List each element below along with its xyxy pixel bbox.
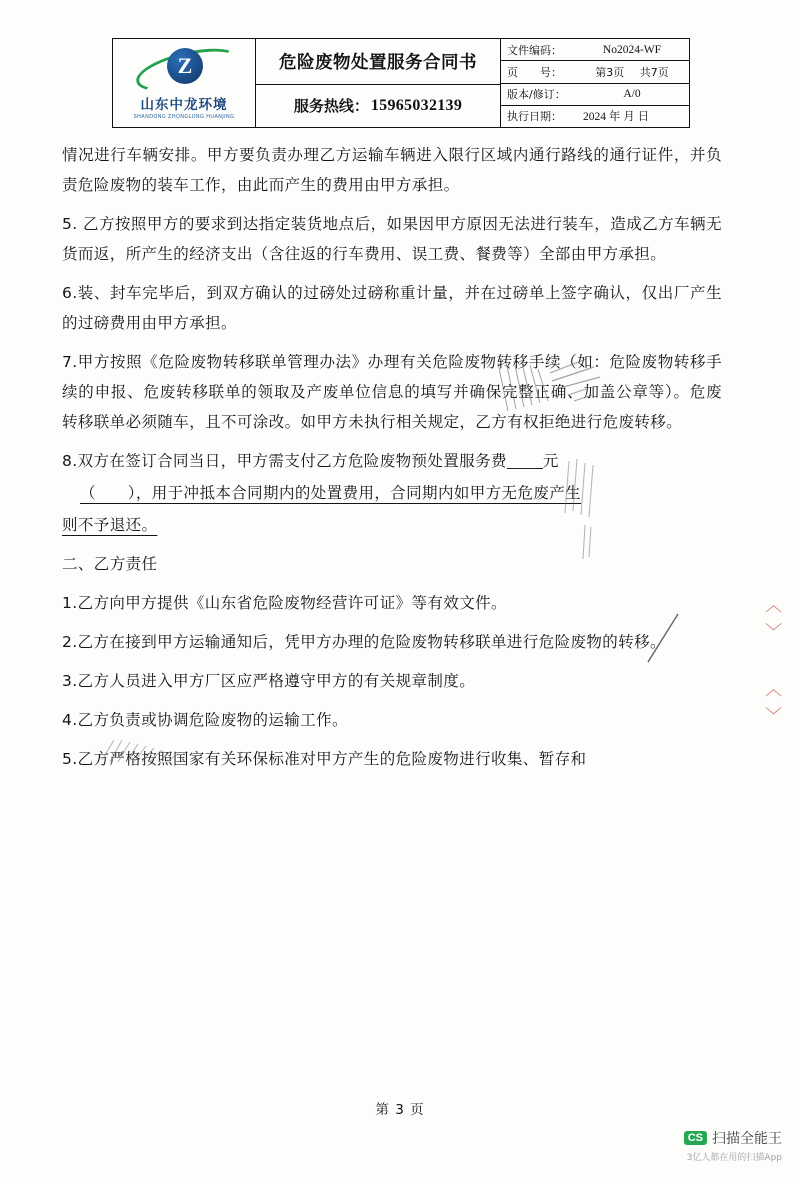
- clause8-amount-blank: [507, 468, 543, 469]
- meta-value-doc-code: No2024-WF: [602, 43, 662, 56]
- section-item-1: 1.乙方向甲方提供《山东省危险废物经营许可证》等有效文件。: [62, 594, 507, 612]
- company-name-en: SHANDONG ZHONGLONG HUANJING: [133, 114, 235, 120]
- hotline-number: 15965032139: [370, 96, 463, 114]
- watermark-app-name: 扫描全能王: [712, 1131, 782, 1147]
- hotline-label: 服务热线：: [293, 97, 369, 116]
- section-item-4: 4.乙方负责或协调危险废物的运输工作。: [62, 711, 348, 729]
- meta-label-version: 版本/修订：: [507, 88, 566, 102]
- paragraph-6: 6.装、封车完毕后，到双方确认的过磅处过磅称重计量，并在过磅单上签字确认，仅出厂产生的过磅费用由甲方承担。: [62, 284, 722, 332]
- clause8-line3: 则不予退还。: [62, 516, 158, 534]
- clause8-prefix: 8.双方在签订合同当日，甲方需支付乙方危险废物预处置服务费: [62, 452, 507, 470]
- globe-logo-icon: [161, 46, 207, 92]
- section-item-2: 2.乙方在接到甲方运输通知后，凭甲方办理的危险废物转移联单进行危险废物的转移。: [62, 633, 666, 651]
- scanner-watermark: [684, 1128, 782, 1163]
- document-body: [62, 140, 722, 783]
- camscanner-badge-icon: CS: [684, 1131, 707, 1145]
- meta-value-page: [579, 64, 689, 80]
- section-heading-party-b: 二、乙方责任: [62, 555, 158, 573]
- meta-label-date: 执行日期：: [507, 110, 562, 124]
- clause8-unit: 元: [542, 452, 559, 470]
- paragraph-continued: 情况进行车辆安排。甲方要负责办理乙方运输车辆进入限行区域内通行路线的通行证件，并负责危险废物的装车工作，由此而产生的费用由甲方承担。: [62, 146, 722, 194]
- meta-row-version: [501, 84, 689, 106]
- paragraph-5: 5. 乙方按照甲方的要求到达指定装货地点后，如果因甲方原因无法进行装车，造成乙方车辆无货而返，所产生的经济支出（含往返的行车费用、误工费、餐费等）全部由甲方承担。: [62, 215, 722, 263]
- section-item-3: 3.乙方人员进入甲方厂区应严格遵守甲方的有关规章制度。: [62, 672, 476, 690]
- meta-row-date: [501, 106, 689, 127]
- title-cell: [256, 39, 501, 127]
- meta-row-page: [501, 61, 689, 83]
- document-title: 危险废物处置服务合同书: [256, 39, 500, 85]
- meta-label-page: 页 号：: [507, 65, 562, 79]
- paragraph-7: 7.甲方按照《危险废物转移联单管理办法》办理有关危险废物转移手续（如：危险废物转移手续的申报、危废转移联单的领取及产废单位信息的填写并确保完整正确、加盖公章等）。危废转移联单必须随车，且不可涂改。如甲方未执行相关规定，乙方有权拒绝进行危废转移。: [62, 353, 722, 431]
- logo-cell: [113, 39, 256, 127]
- meta-label-doc-code: 文件编码：: [507, 43, 562, 57]
- paragraph-8: [62, 446, 722, 476]
- meta-value-page-total: 共7页: [639, 65, 669, 79]
- clause8-line2: （ ），用于冲抵本合同期内的处置费用，合同期内如甲方无危废产生: [80, 484, 582, 502]
- company-name-cn: 山东中龙环境: [140, 97, 228, 113]
- document-header-table: [112, 38, 690, 128]
- hotline-row: [256, 85, 500, 127]
- red-stamp-mark-2: 〈 〉: [761, 680, 781, 726]
- logo-letter: Z: [167, 48, 203, 84]
- meta-value-date: 2024 年 月 日: [583, 111, 650, 124]
- page-number: 第 3 页: [375, 1102, 425, 1118]
- section-item-5: 5.乙方严格按照国家有关环保标准对甲方产生的危险废物进行收集、暂存和: [62, 750, 587, 768]
- meta-cell: [501, 39, 689, 127]
- meta-row-doc-code: [501, 39, 689, 61]
- watermark-subtitle: 3亿人都在用的扫描App: [686, 1153, 782, 1163]
- meta-value-version: A/0: [623, 88, 641, 101]
- meta-value-page-current: 第3页: [595, 65, 625, 79]
- red-stamp-mark-1: 〈 〉: [761, 596, 781, 642]
